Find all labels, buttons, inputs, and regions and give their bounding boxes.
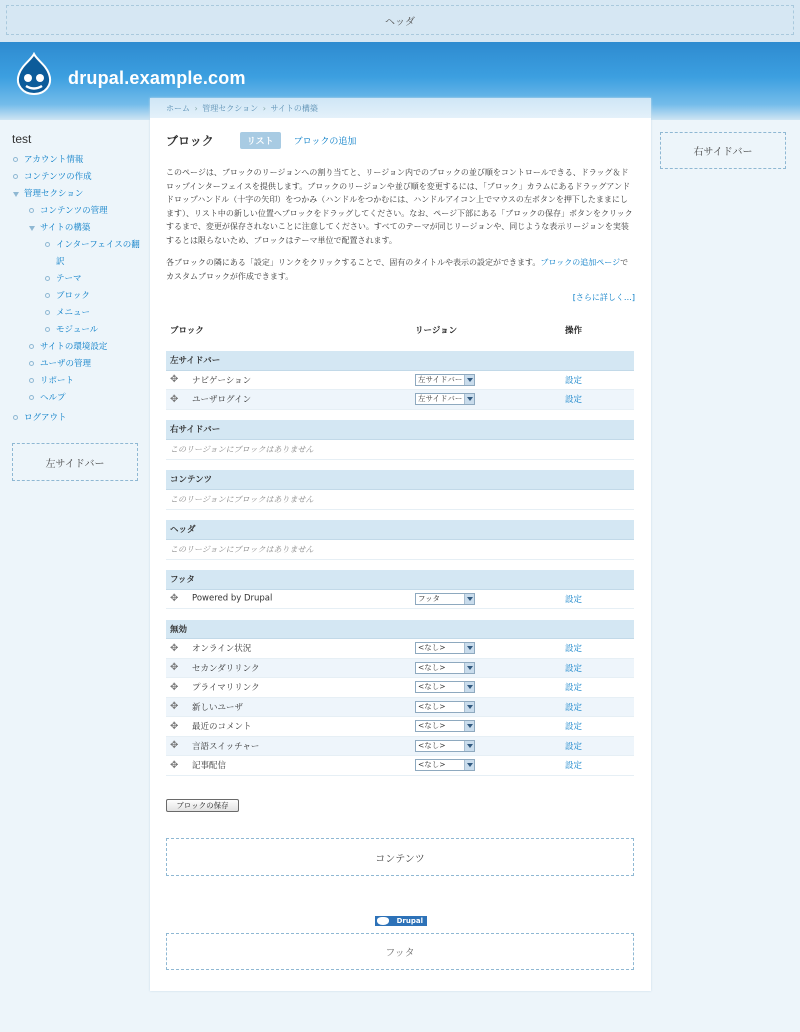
breadcrumb-separator: › [262,104,266,113]
chevron-down-icon [464,760,474,770]
nav-link-site-configuration[interactable]: サイトの環境設定 [40,342,108,352]
region-cell [411,390,561,410]
block-cell [166,736,411,756]
region-title: 左サイドバー [166,351,634,370]
region-select[interactable] [415,701,475,713]
bullet-icon [45,310,50,315]
chevron-down-icon [464,682,474,692]
configure-link[interactable]: 設定 [565,395,583,406]
region-select-value: <なし> [418,662,446,672]
configure-link[interactable]: 設定 [565,683,583,694]
nav-link-logout[interactable]: ログアウト [24,413,67,423]
operations-cell [561,756,634,776]
nav-item-themes [44,271,147,288]
block-name: 最近のコメント [192,722,252,733]
empty-region-message: このリージョンにブロックはありません [166,489,634,509]
drag-handle-icon[interactable]: ✥ [170,662,179,674]
region-spacer [166,609,634,620]
empty-region-row [166,489,634,509]
block-cell [166,658,411,678]
tab-add-block[interactable]: ブロックの追加 [293,137,357,147]
expanded-icon [29,226,35,231]
block-row [166,370,634,390]
operations-cell [561,589,634,609]
configure-link[interactable]: 設定 [565,644,583,655]
region-cell [411,678,561,698]
region-row [166,470,634,489]
block-name: 言語スイッチャー [192,741,260,752]
region-spacer [166,509,634,520]
region-title: コンテンツ [166,470,634,489]
bullet-icon [45,276,50,281]
region-select[interactable] [415,681,475,693]
nav-item-help [28,390,147,407]
nav-item-user-management [28,356,147,373]
nav-link-help[interactable]: ヘルプ [40,393,66,403]
block-cell [166,717,411,737]
region-row [166,351,634,370]
region-cell [411,697,561,717]
navigation-menu [12,152,147,427]
nav-item-administer [12,186,147,407]
drag-handle-icon[interactable]: ✥ [170,642,179,654]
col-block: ブロック [170,326,204,336]
bullet-icon [45,293,50,298]
nav-link-administer[interactable]: 管理セクション [24,189,84,199]
bullet-icon [29,395,34,400]
block-name: 記事配信 [192,761,227,772]
more-help-link[interactable]: [さらに詳しく…] [572,293,635,302]
region-cell [411,736,561,756]
block-row [166,736,634,756]
region-select[interactable] [415,374,475,386]
region-select[interactable] [415,740,475,752]
nav-item-modules [44,322,147,339]
operations-cell [561,390,634,410]
col-region: リージョン [415,326,458,336]
breadcrumb-home[interactable]: ホーム [166,104,190,113]
block-name: プライマリリンク [192,683,260,694]
block-name: 新しいユーザ [192,702,244,713]
region-cell [411,370,561,390]
page-title: ブロック [166,134,214,148]
left-sidebar-region-label: 左サイドバー [12,443,138,481]
nav-link-reports[interactable]: リポート [40,376,75,386]
region-select-value: 左サイドバー [418,374,463,384]
block-name: ユーザログイン [192,395,252,406]
region-select-value: フッタ [418,593,440,603]
main-content [150,98,651,991]
region-cell [411,589,561,609]
bullet-icon [13,174,18,179]
chevron-down-icon [464,663,474,673]
bullet-icon [13,157,18,162]
operations-cell [561,370,634,390]
block-row [166,756,634,776]
block-name: オンライン状況 [192,644,252,655]
tab-list[interactable]: リスト [240,132,281,149]
operations-cell [561,717,634,737]
title-row [166,132,369,149]
region-cell [411,717,561,737]
region-cell [411,756,561,776]
footer-region-label: フッタ [166,933,634,970]
block-cell [166,756,411,776]
bullet-icon [29,208,34,213]
region-cell [411,639,561,659]
nav-item-blocks [44,288,147,305]
block-cell [166,370,411,390]
nav-item-create-content [12,169,147,186]
drag-handle-icon[interactable]: ✥ [170,720,179,732]
region-spacer [166,559,634,570]
region-select[interactable] [415,759,475,771]
chevron-down-icon [464,741,474,751]
configure-link[interactable]: 設定 [565,375,583,386]
region-select[interactable] [415,393,475,405]
block-cell [166,678,411,698]
operations-cell [561,697,634,717]
empty-region-row [166,539,634,559]
nav-item-site-configuration [28,339,147,356]
region-select[interactable] [415,662,475,674]
breadcrumb-admin[interactable]: 管理セクション [202,104,259,113]
bullet-icon [29,378,34,383]
region-select-value: <なし> [418,682,446,692]
operations-cell [561,736,634,756]
help-text-2-before: 各ブロックの隣にある「設定」リンクをクリックすることで、固有のタイトルや表示の設定ができます。 [166,258,541,267]
empty-region-message: このリージョンにブロックはありません [166,539,634,559]
table-header [166,320,634,351]
region-select[interactable] [415,593,475,605]
drag-handle-icon[interactable]: ✥ [170,374,179,386]
help-text-2-after: でカスタムブロックが作成できます。 [166,258,629,281]
block-row [166,697,634,717]
bullet-icon [45,327,50,332]
drupal-badge-text: Drupal [396,917,423,925]
content-region-label: コンテンツ [166,838,634,876]
bullet-icon [45,242,50,247]
bullet-icon [13,415,18,420]
region-row [166,620,634,639]
nav-link-site-building[interactable]: サイトの構築 [40,223,91,233]
configure-link[interactable]: 設定 [565,663,583,674]
region-select-value: <なし> [418,643,446,653]
region-title: ヘッダ [166,520,634,539]
configure-link[interactable]: 設定 [565,594,583,605]
region-title: 無効 [166,620,634,639]
header-region-label: ヘッダ [6,5,794,35]
region-title: フッタ [166,570,634,589]
region-select-value: <なし> [418,701,446,711]
operations-cell [561,678,634,698]
configure-link[interactable]: 設定 [565,722,583,733]
region-select-value: 左サイドバー [418,394,463,404]
region-select-value: <なし> [418,721,446,731]
region-select-value: <なし> [418,760,446,770]
nav-link-user-management[interactable]: ユーザの管理 [40,359,92,369]
block-name: Powered by Drupal [192,593,273,604]
region-select[interactable] [415,642,475,654]
configure-link[interactable]: 設定 [565,702,583,713]
help-text-2 [166,256,635,283]
chevron-down-icon [464,702,474,712]
chevron-down-icon [464,721,474,731]
chevron-down-icon [464,594,474,604]
nav-link-my-account[interactable]: アカウント情報 [24,155,84,165]
region-select-value: <なし> [418,740,446,750]
expanded-icon [13,192,19,197]
save-blocks-button[interactable]: ブロックの保存 [166,799,239,812]
drag-handle-icon[interactable]: ✥ [170,759,179,771]
nav-item-content-management [28,203,147,220]
breadcrumb [150,98,651,118]
drag-handle-icon[interactable]: ✥ [170,393,179,405]
block-row [166,589,634,609]
nav-item-site-building [28,220,147,339]
block-cell [166,589,411,609]
blocks-table [166,320,634,776]
drupal-logo-icon[interactable] [13,52,55,96]
region-select[interactable] [415,720,475,732]
region-row [166,420,634,439]
chevron-down-icon [464,375,474,385]
user-block-title: test [12,132,32,146]
empty-region-message: このリージョンにブロックはありません [166,439,634,459]
nav-item-menus [44,305,147,322]
content-body [166,166,635,776]
region-row [166,520,634,539]
block-row [166,658,634,678]
col-operations: 操作 [565,326,583,336]
help-text-1: このページは、ブロックのリージョンへの割り当てと、リージョン内でのブロックの並び順をコントロールできる、ドラッグ＆ドロップインターフェイスを提供します。ブロックのリージョンや並び順を変更するには、「ブロック」カラムにあるドラッグアンドドロップハンドル（十字の矢印）をつかみ（ハンドルをつかむには、ハンドルアイコン上でマウスの左ボタンを押下したままにします）、リスト中の新しい位置へブロックをドラッグしてください。なお、ページ下部にある「ブロックの保存」ボタンをクリックするまで、変更が保存されないことに注意してください。すべてのテーマが同じリージョンや、同じような表示リージョンを実装するとは限らないため、ブロックはテーマ単位で配置されます。 [166,168,633,245]
drupal-drop-icon [377,917,389,925]
operations-cell [561,658,634,678]
region-cell [411,658,561,678]
block-cell [166,390,411,410]
header-region [0,0,800,42]
region-title: 右サイドバー [166,420,634,439]
nav-link-menus[interactable]: メニュー [56,308,91,318]
block-row [166,678,634,698]
nav-link-content-management[interactable]: コンテンツの管理 [40,206,108,216]
drag-handle-icon[interactable]: ✥ [170,701,179,713]
chevron-down-icon [464,394,474,404]
nav-item-translate-interface [44,237,147,271]
block-row [166,639,634,659]
bullet-icon [29,361,34,366]
configure-link[interactable]: 設定 [565,741,583,752]
drag-handle-icon[interactable]: ✥ [170,593,179,605]
block-row [166,390,634,410]
nav-item-my-account [12,152,147,169]
powered-by-drupal-badge[interactable] [375,916,427,926]
nav-item-reports [28,373,147,390]
operations-cell [561,639,634,659]
nav-link-modules[interactable]: モジュール [56,325,99,335]
blocks-table-body [166,351,634,775]
bullet-icon [29,344,34,349]
block-cell [166,639,411,659]
drag-handle-icon[interactable]: ✥ [170,681,179,693]
region-row [166,570,634,589]
site-name[interactable]: drupal.example.com [68,68,246,88]
breadcrumb-separator: › [194,104,198,113]
nav-link-blocks[interactable]: ブロック [56,291,90,301]
nav-link-translate-interface[interactable]: インターフェイスの翻訳 [56,240,140,267]
nav-link-themes[interactable]: テーマ [56,274,82,284]
breadcrumb-site-building[interactable]: サイトの構築 [270,104,318,113]
block-name: セカンダリリンク [192,663,260,674]
block-row [166,717,634,737]
block-name: ナビゲーション [192,375,252,386]
region-spacer [166,459,634,470]
left-sidebar [12,132,147,481]
empty-region-row [166,439,634,459]
block-cell [166,697,411,717]
drag-handle-icon[interactable]: ✥ [170,740,179,752]
chevron-down-icon [464,643,474,653]
more-help-row [166,292,635,303]
add-block-page-link[interactable]: ブロックの追加ページ [540,258,621,267]
configure-link[interactable]: 設定 [565,761,583,772]
nav-link-create-content[interactable]: コンテンツの作成 [24,172,92,182]
right-sidebar-region-label: 右サイドバー [660,132,786,169]
region-spacer [166,409,634,420]
nav-item-logout [12,410,147,427]
